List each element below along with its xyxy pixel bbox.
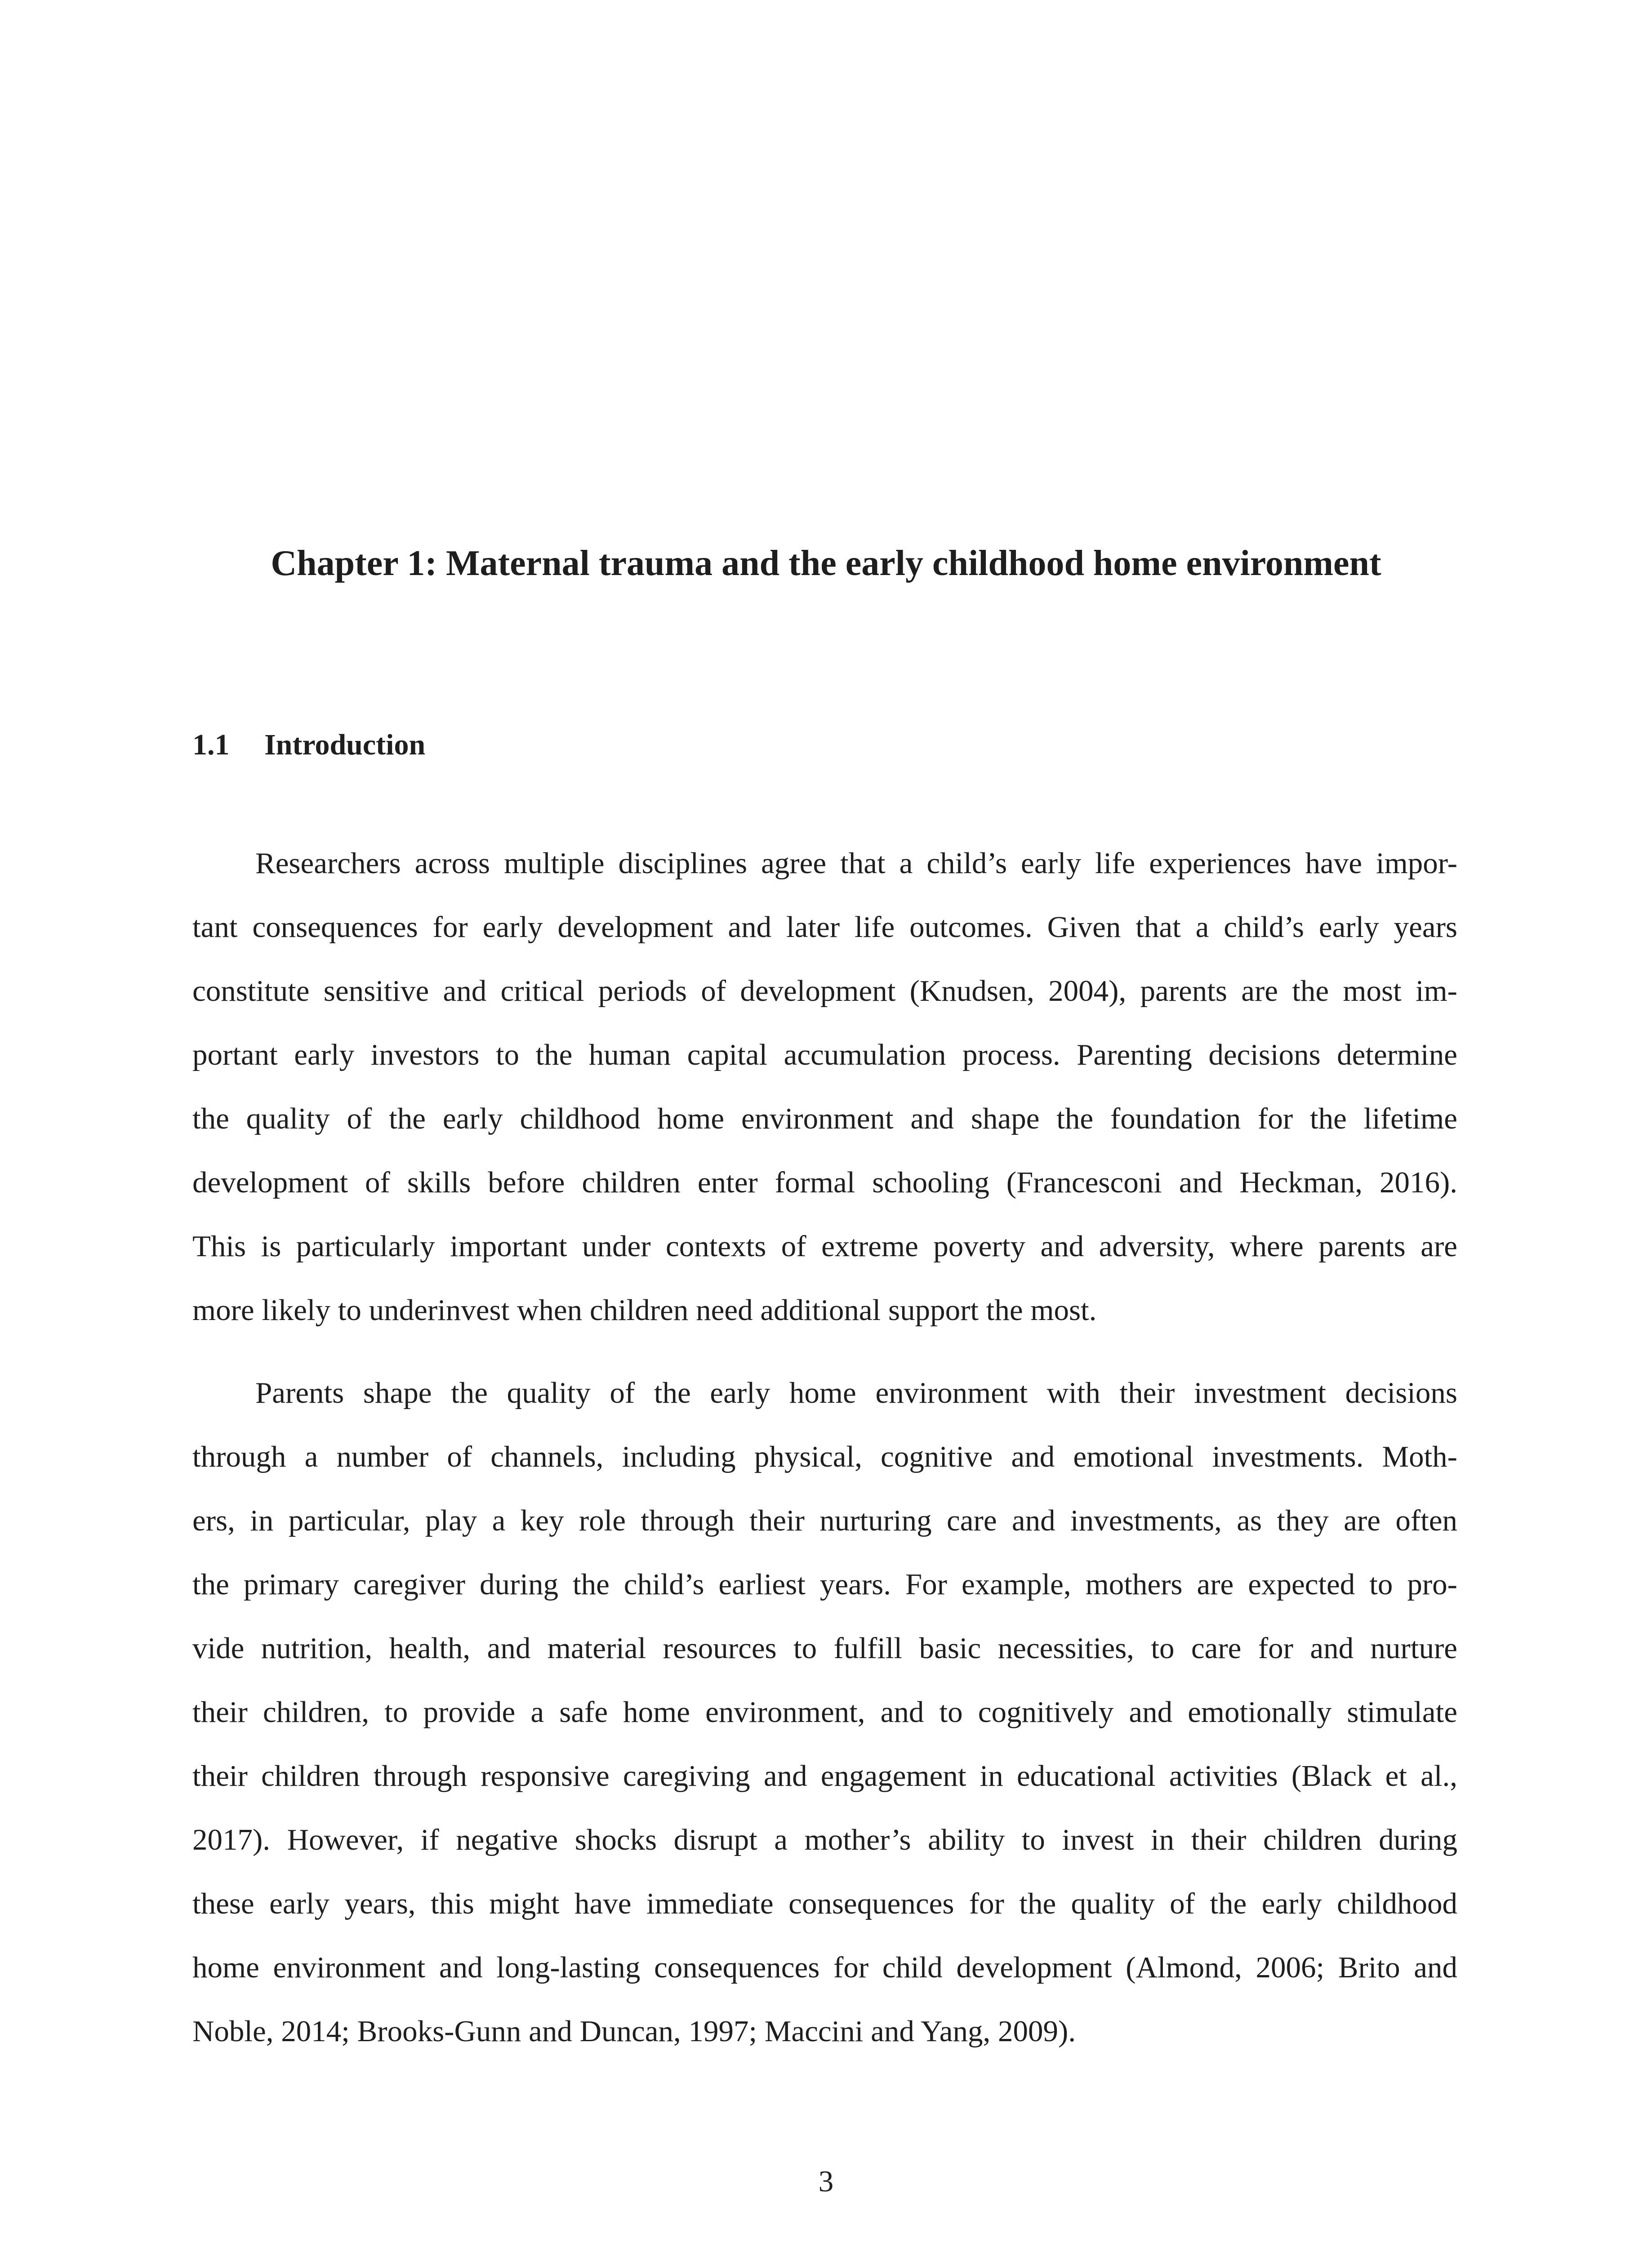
text-line: Noble, 2014; Brooks-Gunn and Duncan, 1997; Maccini and Yang, 2009). xyxy=(192,2015,1076,2048)
text-line: the primary caregiver during the child’s earliest years. For example, mothers are expected to pro- xyxy=(192,1568,1457,1601)
text-line: tant consequences for early development and later life outcomes. Given that a child’s early years xyxy=(192,910,1457,944)
text-line: more likely to underinvest when children need additional support the most. xyxy=(192,1293,1097,1327)
text-line: these early years, this might have immediate consequences for the quality of the early childhood xyxy=(192,1887,1457,1920)
text-line: home environment and long-lasting consequences for child development (Almond, 2006; Brito and xyxy=(192,1951,1457,1984)
text-line: their children through responsive caregiving and engagement in educational activities (Black et al., xyxy=(192,1759,1457,1793)
text-line: This is particularly important under contexts of extreme poverty and adversity, where parents are xyxy=(192,1230,1457,1263)
page-number: 3 xyxy=(818,2165,834,2198)
text-line: 2017). However, if negative shocks disrupt a mother’s ability to invest in their children during xyxy=(192,1823,1457,1856)
section-heading xyxy=(192,727,425,763)
text-line: through a number of channels, including physical, cognitive and emotional investments. Moth- xyxy=(192,1440,1457,1473)
text-line: development of skills before children enter formal schooling (Francesconi and Heckman, 2016). xyxy=(192,1166,1457,1199)
section-number: 1.1 xyxy=(192,728,230,761)
text-line: constitute sensitive and critical periods of development (Knudsen, 2004), parents are the most im- xyxy=(192,974,1457,1008)
section-title: Introduction xyxy=(264,728,426,761)
text-line: portant early investors to the human capital accumulation process. Parenting decisions determine xyxy=(192,1038,1457,1071)
text-line: Parents shape the quality of the early home environment with their investment decisions xyxy=(255,1376,1457,1409)
text-line: the quality of the early childhood home environment and shape the foundation for the lifetime xyxy=(192,1102,1457,1135)
text-line: their children, to provide a safe home environment, and to cognitively and emotionally stimulate xyxy=(192,1695,1457,1729)
text-line: Researchers across multiple disciplines agree that a child’s early life experiences have impor- xyxy=(255,847,1457,880)
text-line: vide nutrition, health, and material resources to fulfill basic necessities, to care for and nurture xyxy=(192,1632,1457,1665)
chapter-title: Chapter 1: Maternal trauma and the early childhood home environment xyxy=(271,544,1381,583)
text-line: ers, in particular, play a key role through their nurturing care and investments, as they are often xyxy=(192,1504,1457,1537)
